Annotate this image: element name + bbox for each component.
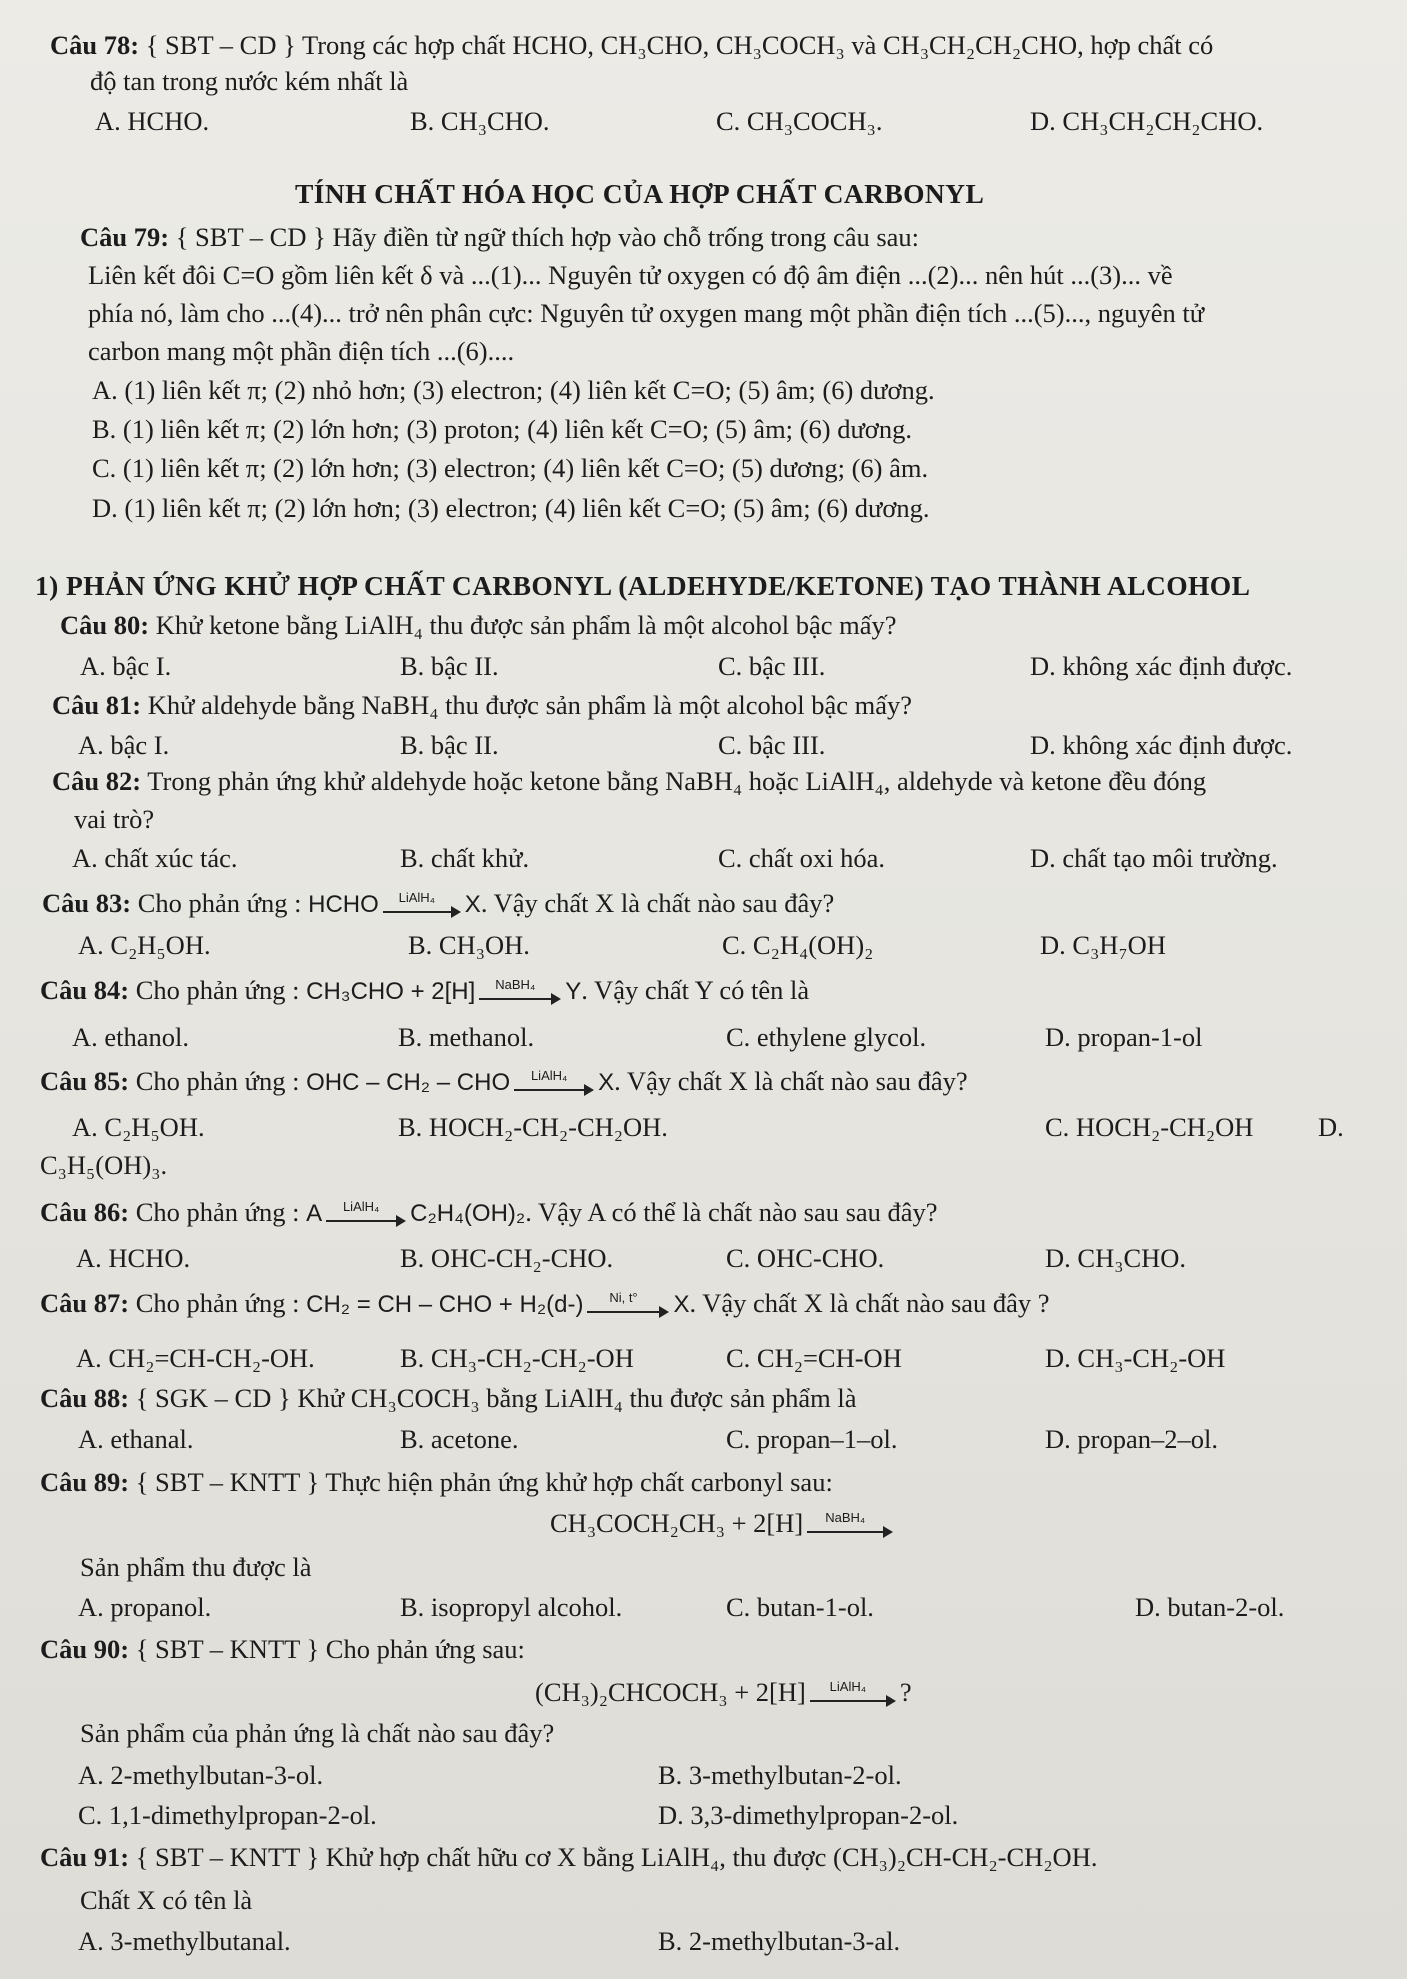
question-text: Cho phản ứng : bbox=[135, 1288, 300, 1318]
reactant: CH₂ = CH – CHO + H₂(d-) bbox=[306, 1291, 584, 1318]
option-d[interactable]: D. propan–2–ol. bbox=[1045, 1424, 1218, 1454]
question-text: Cho phản ứng : bbox=[135, 1066, 300, 1096]
option-d[interactable]: C₃H₅(OH)₃. bbox=[40, 1150, 168, 1180]
reagent: LiAlH₄ bbox=[398, 889, 435, 905]
question-text: { SBT – KNTT } Cho phản ứng sau: bbox=[135, 1634, 525, 1664]
option-b[interactable]: B. OHC-CH₂-CHO. bbox=[400, 1243, 614, 1273]
option-c[interactable]: C. bậc III. bbox=[718, 651, 826, 681]
question-text: . Vậy chất X là chất nào sau đây ? bbox=[689, 1288, 1050, 1318]
option-c[interactable]: C. chất oxi hóa. bbox=[718, 843, 886, 873]
option-a[interactable]: A. ethanol. bbox=[72, 1022, 190, 1052]
option-a[interactable]: A. bậc I. bbox=[80, 651, 172, 681]
question-text: Trong phản ứng khử aldehyde hoặc ketone bằng NaBH₄ hoặc LiAlH₄, aldehyde và ketone đều đóng bbox=[147, 766, 1207, 796]
option-a[interactable]: A. C₂H₅OH. bbox=[78, 930, 211, 960]
question-label: Câu 90: bbox=[40, 1634, 130, 1664]
option-a[interactable]: A. bậc I. bbox=[78, 730, 170, 760]
option-d[interactable]: D. CH₃CH₂CH₂CHO. bbox=[1030, 106, 1264, 136]
question-text: { SBT – KNTT } Thực hiện phản ứng khử hợp chất carbonyl sau: bbox=[135, 1467, 833, 1497]
option-c[interactable]: C. C₂H₄(OH)₂ bbox=[722, 930, 874, 960]
option-a[interactable]: A. (1) liên kết π; (2) nhỏ hơn; (3) electron; (4) liên kết C=O; (5) âm; (6) dương. bbox=[92, 375, 935, 405]
option-c[interactable]: C. HOCH₂-CH₂OH bbox=[1045, 1112, 1254, 1142]
question-text: . Vậy chất X là chất nào sau đây? bbox=[614, 1066, 968, 1096]
reaction-equation bbox=[535, 1677, 912, 1708]
question-81 bbox=[52, 690, 912, 720]
option-d[interactable]: D. (1) liên kết π; (2) lớn hơn; (3) electron; (4) liên kết C=O; (5) âm; (6) dương. bbox=[92, 493, 930, 523]
reagent: Ni, t° bbox=[609, 1289, 638, 1305]
option-a[interactable]: A. CH₂=CH-CH₂-OH. bbox=[76, 1343, 315, 1373]
option-d[interactable]: D. butan-2-ol. bbox=[1135, 1592, 1285, 1622]
question-82-cont: vai trò? bbox=[74, 804, 155, 834]
question-label: Câu 81: bbox=[52, 690, 142, 720]
option-c[interactable]: C. (1) liên kết π; (2) lớn hơn; (3) electron; (4) liên kết C=O; (5) dương; (6) âm. bbox=[92, 453, 929, 483]
option-c[interactable]: C. CH₃COCH₃. bbox=[716, 106, 883, 136]
question-82 bbox=[52, 766, 1206, 796]
question-label: Câu 85: bbox=[40, 1066, 130, 1096]
question-text: Khử aldehyde bằng NaBH₄ thu được sản phẩm là một alcohol bậc mấy? bbox=[147, 690, 913, 720]
option-b[interactable]: B. methanol. bbox=[398, 1022, 535, 1052]
option-d[interactable]: D. propan-1-ol bbox=[1045, 1022, 1203, 1052]
option-d[interactable]: D. C₃H₇OH bbox=[1040, 930, 1166, 960]
option-b[interactable]: B. bậc II. bbox=[400, 651, 499, 681]
question-90 bbox=[40, 1634, 525, 1664]
option-d[interactable]: D. 3,3-dimethylpropan-2-ol. bbox=[658, 1800, 959, 1830]
question-text: Khử ketone bằng LiAlH₄ thu được sản phẩm là một alcohol bậc mấy? bbox=[155, 610, 897, 640]
question-label: Câu 78: bbox=[50, 30, 140, 60]
option-b[interactable]: B. bậc II. bbox=[400, 730, 499, 760]
question-text: { SBT – CD } Trong các hợp chất HCHO, CH₃CHO, CH₃COCH₃ và CH₃CH₂CH₂CHO, hợp chất có bbox=[145, 30, 1214, 60]
question-label: Câu 88: bbox=[40, 1383, 130, 1413]
option-d[interactable]: D. không xác định được. bbox=[1030, 651, 1293, 681]
reaction-equation bbox=[550, 1508, 897, 1539]
option-b[interactable]: B. 2-methylbutan-3-al. bbox=[658, 1926, 901, 1956]
option-a[interactable]: A. 2-methylbutan-3-ol. bbox=[78, 1760, 324, 1790]
question-78-cont: độ tan trong nước kém nhất là bbox=[90, 66, 409, 96]
question-label: Câu 86: bbox=[40, 1197, 130, 1227]
question-79 bbox=[80, 222, 919, 252]
question-text: . Vậy A có thể là chất nào sau sau đây? bbox=[525, 1197, 938, 1227]
option-a[interactable]: A. chất xúc tác. bbox=[72, 843, 238, 873]
section-heading: TÍNH CHẤT HÓA HỌC CỦA HỢP CHẤT CARBONYL bbox=[295, 178, 985, 209]
question-label: Câu 91: bbox=[40, 1842, 130, 1872]
question-text: Cho phản ứng : bbox=[135, 1197, 300, 1227]
reactant: HCHO bbox=[308, 891, 379, 918]
question-88 bbox=[40, 1383, 857, 1413]
option-c[interactable]: C. ethylene glycol. bbox=[726, 1022, 927, 1052]
reagent: LiAlH₄ bbox=[829, 1678, 867, 1694]
option-b[interactable]: B. CH₃OH. bbox=[408, 930, 530, 960]
question-90-cont: Sản phẩm của phản ứng là chất nào sau đây? bbox=[80, 1718, 555, 1748]
option-b[interactable]: B. acetone. bbox=[400, 1424, 519, 1454]
option-b[interactable]: B. isopropyl alcohol. bbox=[400, 1592, 623, 1622]
option-b[interactable]: B. chất khử. bbox=[400, 843, 530, 873]
reaction-arrow bbox=[514, 1067, 594, 1097]
reactant: OHC – CH₂ – CHO bbox=[306, 1069, 511, 1096]
question-label: Câu 84: bbox=[40, 975, 130, 1005]
option-c[interactable]: C. bậc III. bbox=[718, 730, 826, 760]
section-heading: 1) PHẢN ỨNG KHỬ HỢP CHẤT CARBONYL (ALDEHYDE/KETONE) TẠO THÀNH ALCOHOL bbox=[35, 570, 1251, 601]
product: C₂H₄(OH)₂ bbox=[410, 1200, 526, 1227]
option-d[interactable]: D. CH₃-CH₂-OH bbox=[1045, 1343, 1226, 1373]
reaction-arrow bbox=[810, 1678, 896, 1708]
product: Y bbox=[565, 978, 582, 1005]
reagent: LiAlH₄ bbox=[342, 1198, 380, 1214]
product: X bbox=[598, 1069, 615, 1096]
question-86 bbox=[40, 1197, 938, 1228]
question-83 bbox=[42, 888, 834, 919]
question-label: Câu 79: bbox=[80, 222, 170, 252]
question-label: Câu 87: bbox=[40, 1288, 130, 1318]
option-b[interactable]: B. 3-methylbutan-2-ol. bbox=[658, 1760, 902, 1790]
reagent: LiAlH₄ bbox=[530, 1067, 568, 1083]
option-b[interactable]: B. HOCH₂-CH₂-CH₂OH. bbox=[398, 1112, 668, 1142]
product: X bbox=[673, 1291, 690, 1318]
option-a[interactable]: A. HCHO. bbox=[95, 106, 210, 136]
reaction-arrow bbox=[479, 976, 561, 1006]
question-label: Câu 82: bbox=[52, 766, 142, 796]
option-d[interactable]: D. không xác định được. bbox=[1030, 730, 1293, 760]
question-80 bbox=[60, 610, 897, 640]
reactant: A bbox=[306, 1200, 323, 1227]
question-line: carbon mang một phần điện tích ...(6).... bbox=[88, 336, 515, 366]
question-line: phía nó, làm cho ...(4)... trở nên phân cực: Nguyên tử oxygen mang một phần điện tích ...(5)..., nguyên tử bbox=[88, 298, 1205, 328]
question-line: Liên kết đôi C=O gồm liên kết δ và ...(1)... Nguyên tử oxygen có độ âm điện ...(2)... nên hút ...(3)... về bbox=[88, 260, 1173, 290]
product: ? bbox=[899, 1677, 912, 1707]
question-89 bbox=[40, 1467, 833, 1497]
reaction-arrow bbox=[383, 889, 461, 919]
question-87 bbox=[40, 1288, 1050, 1319]
option-d-label[interactable]: D. bbox=[1318, 1112, 1344, 1142]
question-text: . Vậy chất X là chất nào sau đây? bbox=[480, 888, 835, 918]
option-b[interactable]: B. CH₃CHO. bbox=[410, 106, 550, 136]
option-d[interactable]: D. CH₃CHO. bbox=[1045, 1243, 1187, 1273]
question-label: Câu 80: bbox=[60, 610, 150, 640]
question-text: Cho phản ứng : bbox=[137, 888, 302, 918]
reactant: CH₃CHO + 2[H] bbox=[306, 978, 476, 1005]
option-c[interactable]: C. butan-1-ol. bbox=[726, 1592, 874, 1622]
option-d[interactable]: D. chất tạo môi trường. bbox=[1030, 843, 1278, 873]
reagent: NaBH₄ bbox=[495, 976, 536, 992]
question-text: { SBT – KNTT } Khử hợp chất hữu cơ X bằng LiAlH₄, thu được (CH₃)₂CH-CH₂-CH₂OH. bbox=[135, 1842, 1098, 1872]
question-label: Câu 89: bbox=[40, 1467, 130, 1497]
question-text: { SGK – CD } Khử CH₃COCH₃ bằng LiAlH₄ thu được sản phẩm là bbox=[135, 1383, 857, 1413]
option-c[interactable]: C. 1,1-dimethylpropan-2-ol. bbox=[78, 1800, 377, 1830]
option-c[interactable]: C. OHC-CHO. bbox=[726, 1243, 885, 1273]
option-c[interactable]: C. propan–1–ol. bbox=[726, 1424, 898, 1454]
reactant: CH₃COCH₂CH₃ + 2[H] bbox=[550, 1508, 804, 1538]
option-a[interactable]: A. C₂H₅OH. bbox=[72, 1112, 205, 1142]
question-text: Cho phản ứng : bbox=[135, 975, 300, 1005]
option-a[interactable]: A. 3-methylbutanal. bbox=[78, 1926, 291, 1956]
question-85 bbox=[40, 1066, 968, 1097]
reaction-arrow bbox=[587, 1289, 669, 1319]
option-c[interactable]: C. CH₂=CH-OH bbox=[726, 1343, 902, 1373]
question-label: Câu 83: bbox=[42, 888, 132, 918]
option-a[interactable]: A. HCHO. bbox=[76, 1243, 191, 1273]
question-text: { SBT – CD } Hãy điền từ ngữ thích hợp vào chỗ trống trong câu sau: bbox=[175, 222, 920, 252]
option-a[interactable]: A. ethanal. bbox=[78, 1424, 194, 1454]
option-b[interactable]: B. CH₃-CH₂-CH₂-OH bbox=[400, 1343, 634, 1373]
question-89-cont: Sản phẩm thu được là bbox=[80, 1552, 312, 1582]
option-b[interactable]: B. (1) liên kết π; (2) lớn hơn; (3) proton; (4) liên kết C=O; (5) âm; (6) dương. bbox=[92, 414, 912, 444]
product: X bbox=[464, 891, 481, 918]
option-a[interactable]: A. propanol. bbox=[78, 1592, 212, 1622]
reaction-arrow bbox=[807, 1509, 893, 1539]
reaction-arrow bbox=[326, 1198, 406, 1228]
question-78 bbox=[50, 30, 1213, 60]
question-91-cont: Chất X có tên là bbox=[80, 1885, 253, 1915]
question-text: . Vậy chất Y có tên là bbox=[581, 975, 810, 1005]
reagent: NaBH₄ bbox=[825, 1509, 866, 1525]
question-91 bbox=[40, 1842, 1097, 1872]
reactant: (CH₃)₂CHCOCH₃ + 2[H] bbox=[535, 1677, 806, 1707]
question-84 bbox=[40, 975, 809, 1006]
